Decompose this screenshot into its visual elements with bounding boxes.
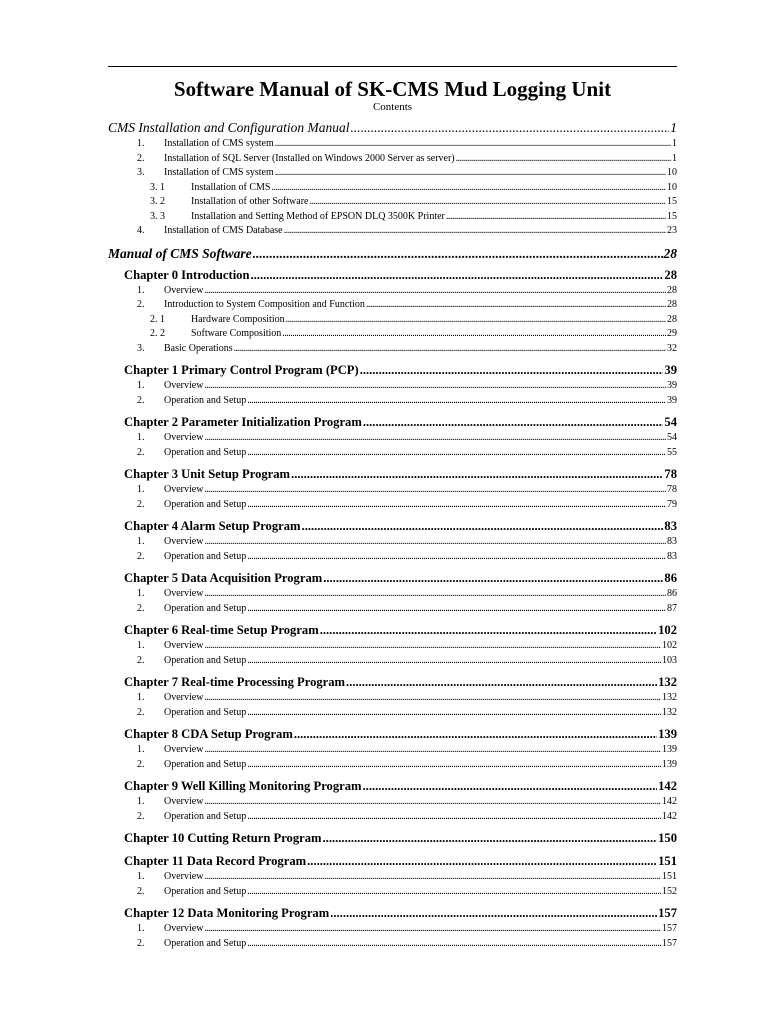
toc-page-number: 28 (667, 299, 677, 310)
toc-entry-label: Installation and Setting Method of EPSON DLQ 3500K Printer (191, 210, 445, 222)
toc-entry-number: 1. (137, 923, 145, 934)
toc-entry-label: Operation and Setup (164, 706, 247, 718)
toc-entry-label: Chapter 2 Parameter Initialization Program (124, 415, 362, 429)
toc-entry-label: Operation and Setup (164, 885, 247, 897)
toc-page-number: 10 (667, 167, 677, 178)
toc-section[interactable] (108, 446, 677, 461)
toc-entry-number: 1. (137, 284, 145, 296)
toc-page-number: 139 (658, 727, 677, 741)
toc-page-number: 142 (662, 810, 677, 822)
toc-page-number: 151 (662, 871, 677, 882)
toc-entry-label: Overview (164, 744, 204, 755)
toc-dot-leader (247, 758, 661, 773)
toc-entry-number: 1. (137, 692, 145, 703)
toc-entry-label: Installation of SQL Server (Installed on Windows 2000 Server as server) (164, 152, 455, 164)
toc-section[interactable] (108, 639, 677, 654)
toc-dot-leader (363, 414, 664, 431)
header-rule (108, 66, 677, 67)
toc-section[interactable] (108, 758, 677, 773)
toc-entry-label: Basic Operations (164, 342, 233, 354)
toc-dot-leader (351, 119, 670, 137)
toc-entry-number: 2. (137, 602, 145, 614)
toc-dot-leader (247, 706, 661, 721)
toc-entry-number: 2. (137, 706, 145, 718)
toc-dot-leader (307, 853, 657, 870)
toc-page-number: 102 (662, 640, 677, 651)
toc-dot-leader (204, 483, 666, 498)
toc-entry-number: 2. 1 (150, 313, 165, 325)
toc-dot-leader (204, 743, 661, 758)
toc-dot-leader (286, 313, 666, 328)
toc-entry-number: 3. (137, 167, 145, 178)
toc-section[interactable] (108, 937, 677, 952)
toc-dot-leader (271, 181, 666, 196)
toc-page-number: 28 (663, 245, 677, 261)
toc-page-number: 157 (662, 923, 677, 934)
toc-entry-label: Software Composition (191, 328, 282, 339)
toc-dot-leader (204, 795, 661, 810)
toc-chapter-heading[interactable] (108, 414, 677, 431)
toc-entry-label: Introduction to System Composition and Function (164, 299, 365, 310)
toc-entry-label: Operation and Setup (164, 498, 247, 510)
toc-dot-leader (204, 587, 666, 602)
toc-entry-label: Installation of CMS Database (164, 225, 283, 236)
toc-section[interactable] (108, 166, 677, 181)
toc-page-number: 39 (667, 394, 677, 406)
toc-dot-leader (309, 195, 666, 210)
toc-page-number: 15 (667, 196, 677, 207)
toc-entry-number: 2. (137, 498, 145, 510)
toc-entry-label: Chapter 12 Data Monitoring Program (124, 906, 330, 920)
toc-entry-label: Chapter 3 Unit Setup Program (124, 467, 291, 481)
toc-entry-label: Overview (164, 484, 204, 495)
toc-page-number: 86 (667, 588, 677, 599)
toc-entry-label: Chapter 1 Primary Control Program (PCP) (124, 363, 359, 377)
toc-chapter-heading[interactable] (108, 570, 677, 587)
toc-page-number: 139 (662, 758, 677, 770)
toc-dot-leader (204, 639, 661, 654)
toc-page-number: 23 (667, 225, 677, 236)
toc-dot-leader (204, 284, 666, 299)
toc-entry-label: Overview (164, 588, 204, 599)
toc-section[interactable] (108, 137, 677, 152)
toc-page-number: 86 (664, 571, 677, 585)
toc-subsection[interactable] (108, 181, 677, 196)
toc-section[interactable] (108, 706, 677, 721)
toc-entry-number: 1. (137, 138, 145, 149)
toc-chapter-heading[interactable] (108, 905, 677, 922)
toc-entry-label: Hardware Composition (191, 313, 285, 325)
toc-dot-leader (363, 778, 658, 795)
toc-page-number: 78 (667, 484, 677, 495)
toc-entry-number: 2. (137, 810, 145, 822)
toc-section[interactable] (108, 483, 677, 498)
toc-entry-number: 1. (137, 796, 145, 807)
toc-chapter-heading[interactable] (108, 622, 677, 639)
toc-entry-number: 1. (137, 380, 145, 391)
toc-page-number: 132 (662, 692, 677, 703)
toc-entry-label: Operation and Setup (164, 810, 247, 822)
toc-page-number: 157 (658, 906, 677, 920)
toc-dot-leader (284, 224, 666, 239)
toc-entry-label: Operation and Setup (164, 550, 247, 562)
toc-dot-leader (247, 810, 661, 825)
toc-entry-number: 3. 1 (150, 181, 165, 193)
toc-entry-number: 1. (137, 484, 145, 495)
toc-entry-number: 3. (137, 342, 145, 354)
toc-entry-label: Chapter 11 Data Record Program (124, 854, 307, 868)
toc-entry-number: 1. (137, 640, 145, 651)
toc-page-number: 10 (667, 181, 677, 193)
toc-entry-number: 2. (137, 550, 145, 562)
toc-page-number: 83 (664, 519, 677, 533)
toc-entry-label: Chapter 7 Real-time Processing Program (124, 675, 346, 689)
toc-entry-number: 1. (137, 588, 145, 599)
toc-page-number: 28 (667, 313, 677, 325)
document-page (108, 0, 677, 1024)
toc-entry-label: Installation of CMS system (164, 138, 274, 149)
toc-page-number: 87 (667, 602, 677, 614)
toc-page-number: 39 (664, 363, 677, 377)
toc-entry-label: Installation of other Software (191, 196, 309, 207)
toc-page-number: 1 (672, 152, 677, 164)
toc-subsection[interactable] (108, 327, 677, 342)
toc-section[interactable] (108, 810, 677, 825)
toc-dot-leader (346, 674, 657, 691)
toc-entry-label: Overview (164, 871, 204, 882)
toc-page-number: 142 (658, 779, 677, 793)
toc-dot-leader (302, 518, 664, 535)
toc-entry-label: Overview (164, 640, 204, 651)
toc-page-number: 54 (667, 432, 677, 443)
toc-entry-number: 2. (137, 299, 145, 310)
toc-entry-number: 3. 2 (150, 196, 165, 207)
toc-entry-label: Overview (164, 432, 204, 443)
toc-chapter-heading[interactable] (108, 830, 677, 847)
toc-entry-label: Overview (164, 536, 204, 547)
toc-dot-leader (360, 362, 664, 379)
toc-entry-label: Overview (164, 796, 204, 807)
toc-part-heading[interactable] (108, 245, 677, 263)
toc-entry-number: 2. (137, 152, 145, 164)
toc-dot-leader (251, 267, 664, 284)
toc-page-number: 151 (658, 854, 677, 868)
toc-entry-label: Operation and Setup (164, 394, 247, 406)
toc-page-number: 132 (658, 675, 677, 689)
toc-entry-label: Chapter 8 CDA Setup Program (124, 727, 293, 741)
toc-chapter-heading[interactable] (108, 466, 677, 483)
toc-chapter-heading[interactable] (108, 853, 677, 870)
toc-dot-leader (275, 137, 671, 152)
toc-subsection[interactable] (108, 195, 677, 210)
toc-dot-leader (247, 602, 666, 617)
toc-entry-number: 2. 2 (150, 328, 165, 339)
toc-section[interactable] (108, 550, 677, 565)
toc-section[interactable] (108, 224, 677, 239)
toc-section[interactable] (108, 795, 677, 810)
toc-entry-number: 2. (137, 937, 145, 949)
toc-dot-leader (204, 431, 666, 446)
toc-entry-label: Installation of CMS system (164, 167, 274, 178)
toc-entry-label: Chapter 9 Well Killing Monitoring Program (124, 779, 362, 793)
toc-section[interactable] (108, 587, 677, 602)
toc-dot-leader (234, 342, 666, 357)
toc-chapter-heading[interactable] (108, 362, 677, 379)
toc-dot-leader (247, 885, 661, 900)
document-title: Software Manual of SK-CMS Mud Logging Unit (173, 77, 612, 101)
toc-section[interactable] (108, 298, 677, 313)
toc-page-number: 78 (664, 467, 677, 481)
toc-entry-label: Operation and Setup (164, 758, 247, 770)
toc-entry-label: CMS Installation and Configuration Manual (108, 120, 350, 135)
toc-entry-number: 2. (137, 446, 145, 458)
toc-entry-label: Chapter 0 Introduction (124, 267, 250, 282)
toc-section[interactable] (108, 691, 677, 706)
table-of-contents (108, 119, 677, 951)
toc-page-number: 55 (667, 446, 677, 458)
toc-entry-number: 1. (137, 871, 145, 882)
toc-dot-leader (323, 830, 658, 847)
toc-page-number: 1 (670, 120, 677, 135)
toc-entry-label: Overview (164, 380, 204, 391)
toc-section[interactable] (108, 922, 677, 937)
toc-entry-label: Overview (164, 284, 204, 296)
toc-page-number: 139 (662, 744, 677, 755)
toc-page-number: 83 (667, 536, 677, 547)
toc-dot-leader (330, 905, 657, 922)
toc-dot-leader (204, 691, 661, 706)
toc-entry-label: Chapter 6 Real-time Setup Program (124, 623, 319, 637)
toc-section[interactable] (108, 885, 677, 900)
toc-dot-leader (446, 210, 666, 225)
toc-section[interactable] (108, 743, 677, 758)
toc-page-number: 83 (667, 550, 677, 562)
toc-section[interactable] (108, 602, 677, 617)
toc-entry-label: Chapter 10 Cutting Return Program (124, 831, 322, 845)
toc-page-number: 142 (662, 796, 677, 807)
toc-section[interactable] (108, 379, 677, 394)
toc-page-number: 28 (667, 284, 677, 296)
toc-chapter-heading[interactable] (108, 674, 677, 691)
toc-dot-leader (366, 298, 666, 313)
toc-dot-leader (275, 166, 666, 181)
toc-entry-number: 1. (137, 744, 145, 755)
toc-dot-leader (320, 622, 657, 639)
toc-section[interactable] (108, 870, 677, 885)
toc-entry-label: Chapter 5 Data Acquisition Program (124, 571, 323, 585)
toc-entry-label: Installation of CMS (191, 181, 271, 193)
toc-dot-leader (204, 870, 661, 885)
toc-section[interactable] (108, 284, 677, 299)
toc-page-number: 32 (667, 342, 677, 354)
toc-section[interactable] (108, 394, 677, 409)
toc-entry-label: Operation and Setup (164, 602, 247, 614)
toc-chapter-heading[interactable] (108, 518, 677, 535)
toc-entry-number: 2. (137, 654, 145, 666)
toc-section[interactable] (108, 535, 677, 550)
toc-entry-number: 2. (137, 394, 145, 406)
toc-subsection[interactable] (108, 313, 677, 328)
toc-dot-leader (456, 152, 671, 167)
toc-entry-label: Overview (164, 692, 204, 703)
toc-chapter-heading[interactable] (108, 267, 677, 284)
toc-page-number: 132 (662, 706, 677, 718)
toc-entry-label: Overview (164, 923, 204, 934)
toc-page-number: 39 (667, 380, 677, 391)
toc-section[interactable] (108, 431, 677, 446)
toc-entry-number: 1. (137, 432, 145, 443)
toc-dot-leader (247, 654, 661, 669)
toc-page-number: 102 (658, 623, 677, 637)
toc-entry-label: Operation and Setup (164, 446, 247, 458)
toc-entry-label: Manual of CMS Software (108, 245, 252, 261)
toc-entry-number: 2. (137, 758, 145, 770)
toc-dot-leader (247, 937, 661, 952)
toc-page-number: 103 (662, 654, 677, 666)
toc-page-number: 15 (667, 210, 677, 222)
toc-page-number: 28 (664, 267, 677, 282)
toc-entry-number: 3. 3 (150, 210, 165, 222)
toc-section[interactable] (108, 498, 677, 513)
toc-page-number: 54 (664, 415, 677, 429)
toc-dot-leader (247, 550, 666, 565)
toc-page-number: 157 (662, 937, 677, 949)
toc-entry-label: Operation and Setup (164, 937, 247, 949)
toc-dot-leader (282, 327, 666, 342)
toc-dot-leader (291, 466, 663, 483)
toc-dot-leader (294, 726, 657, 743)
toc-section[interactable] (108, 152, 677, 167)
toc-entry-number: 1. (137, 536, 145, 547)
toc-dot-leader (247, 446, 666, 461)
toc-chapter-heading[interactable] (108, 726, 677, 743)
toc-entry-number: 4. (137, 225, 145, 236)
toc-dot-leader (253, 245, 663, 263)
toc-section[interactable] (108, 342, 677, 357)
toc-entry-label: Chapter 4 Alarm Setup Program (124, 519, 301, 533)
toc-entry-number: 2. (137, 885, 145, 897)
toc-page-number: 152 (662, 885, 677, 897)
toc-page-number: 29 (667, 328, 677, 339)
toc-page-number: 150 (658, 831, 677, 845)
toc-dot-leader (323, 570, 663, 587)
toc-dot-leader (204, 535, 666, 550)
toc-dot-leader (247, 394, 666, 409)
toc-section[interactable] (108, 654, 677, 669)
toc-entry-label: Operation and Setup (164, 654, 247, 666)
toc-subsection[interactable] (108, 210, 677, 225)
contents-heading: Contents (372, 101, 413, 113)
toc-chapter-heading[interactable] (108, 778, 677, 795)
toc-dot-leader (204, 922, 661, 937)
toc-part-heading[interactable] (108, 119, 677, 137)
toc-page-number: 1 (672, 138, 677, 149)
toc-page-number: 79 (667, 498, 677, 510)
toc-dot-leader (204, 379, 666, 394)
toc-dot-leader (247, 498, 666, 513)
